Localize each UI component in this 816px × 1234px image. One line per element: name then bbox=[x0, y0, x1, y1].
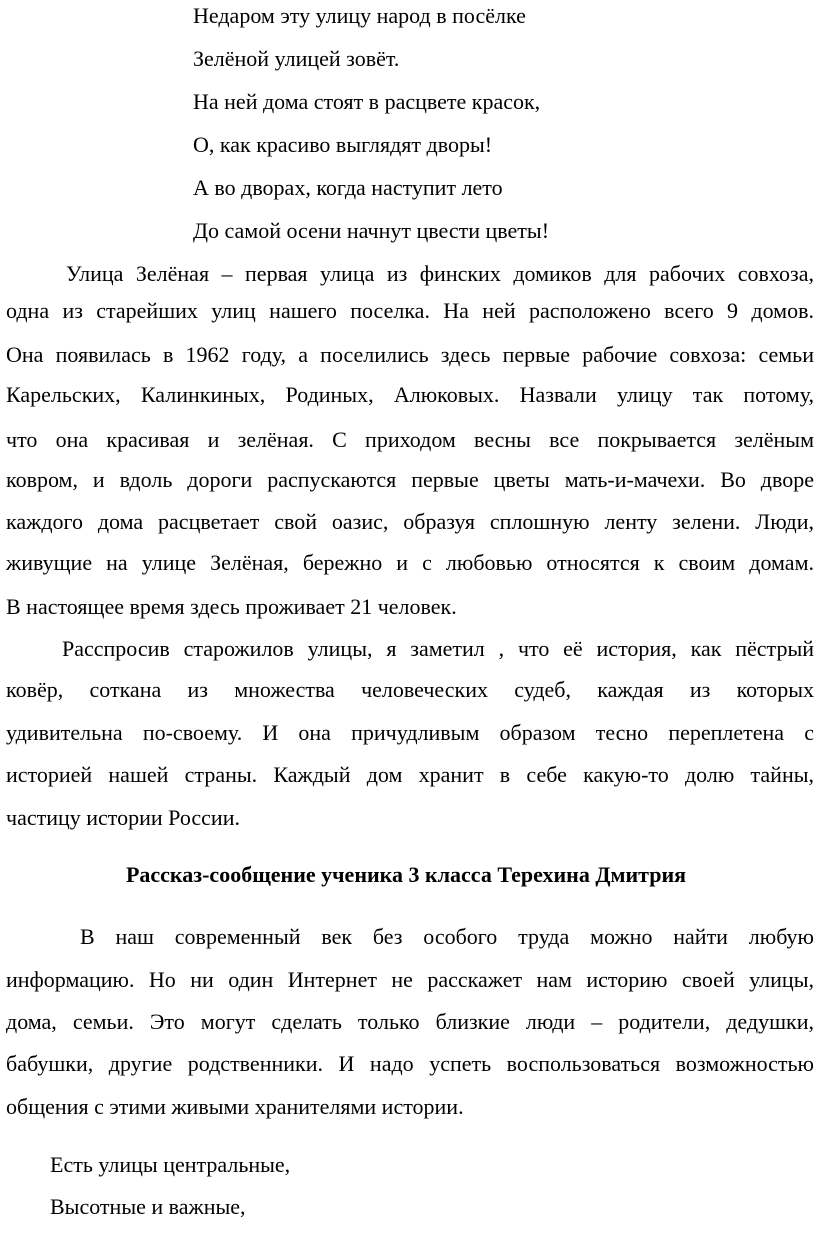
text-line: частицу истории России. bbox=[6, 805, 240, 830]
text-line: общения с этими живыми хранителями истории. bbox=[6, 1094, 464, 1119]
text-line: живущие на улице Зелёная, бережно и с любовью относятся к своим домам. bbox=[6, 550, 814, 575]
poem-line: Высотные и важные, bbox=[50, 1194, 246, 1219]
text-line: ковром, и вдоль дороги распускаются первые цветы мать-и-мачехи. Во дворе bbox=[6, 467, 814, 492]
text-line: В наш современный век без особого труда можно найти любую bbox=[80, 924, 814, 949]
poem-line: А во дворах, когда наступит лето bbox=[193, 175, 503, 200]
poem-line: Зелёной улицей зовёт. bbox=[193, 46, 400, 71]
poem-line: Есть улицы центральные, bbox=[50, 1152, 291, 1177]
text-line: удивительна по-своему. И она причудливым образом тесно переплетена с bbox=[6, 720, 814, 745]
text-line: Улица Зелёная – первая улица из финских домиков для рабочих совхоза, bbox=[66, 261, 814, 286]
text-line: бабушки, другие родственники. И надо успеть воспользоваться возможностью bbox=[6, 1051, 814, 1076]
poem-line: О, как красиво выглядят дворы! bbox=[193, 132, 493, 157]
text-line: ковёр, соткана из множества человеческих судеб, каждая из которых bbox=[6, 677, 814, 702]
text-line: информацию. Но ни один Интернет не расскажет нам историю своей улицы, bbox=[6, 967, 814, 992]
text-line: одна из старейших улиц нашего поселка. На ней расположено всего 9 домов. bbox=[6, 298, 814, 323]
section-heading-text: Рассказ-сообщение ученика 3 класса Терехина Дмитрия bbox=[125, 862, 687, 887]
section-heading bbox=[0, 862, 816, 888]
text-line: что она красивая и зелёная. С приходом весны все покрывается зелёным bbox=[6, 427, 814, 452]
text-line: дома, семьи. Это могут сделать только близкие люди – родители, дедушки, bbox=[6, 1009, 814, 1034]
text-line: Расспросив старожилов улицы, я заметил , что её история, как пёстрый bbox=[62, 636, 814, 661]
text-line: каждого дома расцветает свой оазис, образуя сплошную ленту зелени. Люди, bbox=[6, 509, 814, 534]
text-line: историей нашей страны. Каждый дом хранит в себе какую-то долю тайны, bbox=[6, 762, 814, 787]
poem-line: На ней дома стоят в расцвете красок, bbox=[193, 89, 541, 114]
text-line: Она появилась в 1962 году, а поселились здесь первые рабочие совхоза: семьи bbox=[6, 342, 814, 367]
text-line: В настоящее время здесь проживает 21 человек. bbox=[6, 594, 457, 619]
poem-line: Недаром эту улицу народ в посёлке bbox=[193, 3, 526, 28]
text-line: Карельских, Калинкиных, Родиных, Алюковых. Назвали улицу так потому, bbox=[6, 382, 814, 407]
poem-line: До самой осени начнут цвести цветы! bbox=[193, 218, 550, 243]
